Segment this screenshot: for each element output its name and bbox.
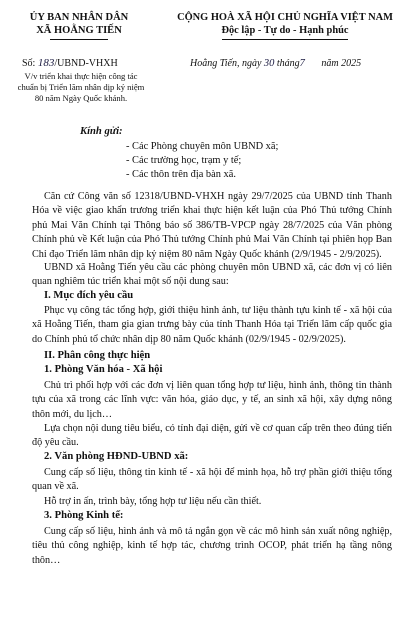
sub2-title: 2. Văn phòng HĐND-UBND xã: (44, 451, 189, 462)
recipient-item: - Các thôn trên địa bàn xã. (126, 169, 236, 180)
section2-title: II. Phân công thực hiện (44, 350, 151, 361)
sub2-paragraph1 (32, 466, 392, 495)
subject-line3: 80 năm Ngày Quốc khánh. (34, 93, 128, 103)
org-name-line2: XÃ HOẰNG TIẾN (36, 25, 122, 36)
date-month-word: tháng (276, 58, 300, 69)
date-year: năm 2025 (321, 58, 362, 69)
intro-paragraph (32, 190, 392, 262)
sub1-text2: Lựa chọn nội dung tiêu biểu, có tính đại diện, gửi về cơ quan cấp trên theo đúng tiến độ yêu cầu. (32, 423, 392, 449)
sub3-text1: Cung cấp số liệu, hình ảnh và mô tả ngắn gọn về các mô hình sản xuất nông nghiệp, tiêu thủ công nghiệp, kinh tế hợp tác, chương trình OCOP, phát triển hạ tầng nông thôn… (32, 526, 392, 566)
number-prefix: Số: (22, 58, 36, 69)
org-name-line1: ỦY BAN NHÂN DÂN (29, 12, 129, 23)
motto-underline (222, 39, 348, 40)
sub1-paragraph1 (32, 379, 392, 422)
document-date (190, 58, 361, 69)
number-suffix: /UBND-VHXH (54, 58, 118, 69)
org-underline (50, 39, 108, 40)
nation-title: CỘNG HOÀ XÃ HỘI CHỦ NGHĨA VIỆT NAM (177, 12, 393, 23)
document-number (22, 57, 118, 69)
subject-line1: V/v triển khai thực hiện công tác (24, 71, 138, 81)
sub1-title: 1. Phòng Văn hóa - Xã hội (44, 364, 163, 375)
number-handwritten: 183 (37, 57, 55, 69)
intro-text: Căn cứ Công văn số 12318/UBND-VHXH ngày 29/7/2025 của UBND tỉnh Thanh Hóa về việc giao khẩn trương triển khai thực hiện kết luận của Phó Thủ tướng Chính phủ Mai Văn Chính tại Thông báo số 386/TB-VPCP ngày 28/7/2025 của Văn phòng Chính phủ về Kết luận của Phó Thủ tướng Chính phủ Mai Văn Chính tại phiên họp Ban Chỉ đạo Triển lãm nhân dịp kỷ niệm 80 năm Ngày Quốc khánh (2/9/1945 - 2/9/2025). (32, 191, 392, 260)
sub2-text1: Cung cấp số liệu, thông tin kinh tế - xã hội để minh họa, hỗ trợ phần giới thiệu tổng quan về xã. (32, 467, 392, 493)
date-day-handwritten: 30 (263, 58, 275, 69)
sub3-title: 3. Phòng Kinh tế: (44, 510, 124, 521)
nation-motto: Độc lập - Tự do - Hạnh phúc (221, 25, 349, 36)
date-month-handwritten: 7 (299, 58, 305, 69)
recipient-item: - Các trường học, trạm y tế; (126, 155, 242, 166)
sub1-paragraph2 (32, 422, 392, 451)
sub1-text1: Chủ trì phối hợp với các đơn vị liên quan tổng hợp tư liệu, hình ảnh, thông tin thành tựu của xã trong các lĩnh vực: văn hóa, giáo dục, y tế, an sinh xã hội, xây dựng nông thôn mới, du lịch… (32, 380, 392, 420)
date-prefix: Hoằng Tiến, ngày (190, 58, 262, 69)
sub2-text2: Hỗ trợ in ấn, trình bày, tổng hợp tư liệu nếu cần thiết. (44, 496, 262, 507)
subject-line2: chuẩn bị Triển lãm nhân dịp kỷ niệm (17, 82, 145, 92)
sub2-paragraph2 (32, 495, 392, 509)
section1-text: Phục vụ công tác tổng hợp, giới thiệu hình ảnh, tư liệu thành tựu kinh tế - xã hội của xã Hoằng Tiến, tham gia gian trưng bày của tỉnh Thanh Hóa tại Triển lãm cấp quốc gia do Chính phủ tổ chức nhân dịp 80 năm Quốc khánh (02/9/1945 - 02/9/2025). (32, 305, 392, 345)
request-text: UBND xã Hoằng Tiến yêu cầu các phòng chuyên môn UBND xã, các đơn vị có liên quan nghiêm túc triển khai một số nội dung sau: (32, 262, 392, 288)
sub3-paragraph1 (32, 525, 392, 568)
section1-paragraph (32, 304, 392, 347)
recipient-item: - Các Phòng chuyên môn UBND xã; (126, 141, 279, 152)
recipients-label: Kính gửi: (80, 126, 123, 137)
request-paragraph (32, 261, 392, 290)
section1-title: I. Mục đích yêu cầu (44, 290, 134, 301)
